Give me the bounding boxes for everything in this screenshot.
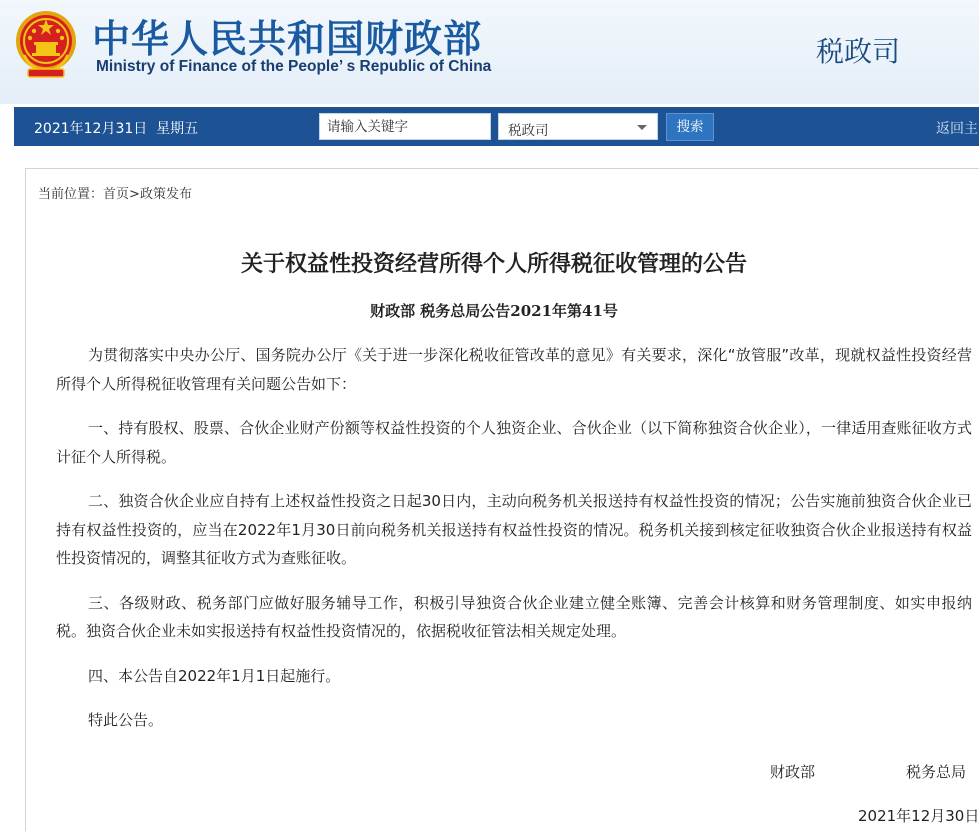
breadcrumb-home-link[interactable]: 首页 <box>103 187 130 202</box>
nav-bar <box>14 107 979 146</box>
article-paragraph: 一、持有股权、股票、合伙企业财产份额等权益性投资的个人独资企业、合伙企业（以下简称独资合伙企业），一律适用查账征收方式计征个人所得税。 <box>56 419 972 466</box>
return-home-link[interactable]: 返回主 <box>936 121 978 137</box>
breadcrumb-separator: > <box>129 187 140 202</box>
article-paragraph: 三、各级财政、税务部门应做好服务辅导工作，积极引导独资合伙企业建立健全账簿、完善会计核算和财务管理制度、如实申报纳税。独资合伙企业未如实报送持有权益性投资情况的，依据税收征管法相关规定处理。 <box>56 593 972 640</box>
breadcrumb-prefix: 当前位置： <box>38 187 104 202</box>
site-title-cn[interactable]: 中华人民共和国财政部 <box>92 17 483 61</box>
article-paragraph: 为贯彻落实中央办公厅、国务院办公厅《关于进一步深化税收征管改革的意见》有关要求，深化“放管服”改革，现就权益性投资经营所得个人所得税征收管理有关问题公告如下： <box>56 346 972 393</box>
chevron-down-icon <box>637 125 647 130</box>
search-input[interactable] <box>319 113 491 140</box>
article-paragraph: 二、独资合伙企业应自持有上述权益性投资之日起30日内，主动向税务机关报送持有权益性投资的情况；公告实施前独资合伙企业已持有权益性投资的，应当在2022年1月30日前向税务机关报送持有权益性投资的情况。税务机关接到核定征收独资合伙企业报送持有权益性投资情况的，调整其征收方式为查账征收。 <box>56 492 972 567</box>
document-number: 财政部 税务总局公告2021年第41号 <box>370 302 618 320</box>
article-paragraph: 特此公告。 <box>88 711 164 729</box>
signing-date: 2021年12月30日 <box>858 807 979 825</box>
search-button[interactable]: 搜索 <box>666 113 714 141</box>
signer-ministry-of-finance: 财政部 <box>770 763 816 781</box>
signer-tax-administration: 税务总局 <box>906 763 967 781</box>
breadcrumb <box>38 183 192 202</box>
search-scope-select[interactable] <box>498 113 658 140</box>
breadcrumb-current-link[interactable]: 政策发布 <box>139 187 192 202</box>
weekday-text: 星期五 <box>156 121 199 137</box>
content-panel <box>25 168 979 831</box>
article-paragraph: 四、本公告自2022年1月1日起施行。 <box>88 666 341 685</box>
national-emblem-icon[interactable] <box>14 9 78 79</box>
date-text: 2021年12月31日 <box>34 121 148 137</box>
site-header <box>0 0 979 104</box>
current-date <box>34 118 198 138</box>
article-body <box>56 341 972 751</box>
site-title-en: Ministry of Finance of the People’ s Republic of China <box>96 58 492 75</box>
search-scope-value: 税政司 <box>508 123 549 139</box>
department-name: 税政司 <box>816 35 901 68</box>
article-title: 关于权益性投资经营所得个人所得税征收管理的公告 <box>240 252 747 277</box>
